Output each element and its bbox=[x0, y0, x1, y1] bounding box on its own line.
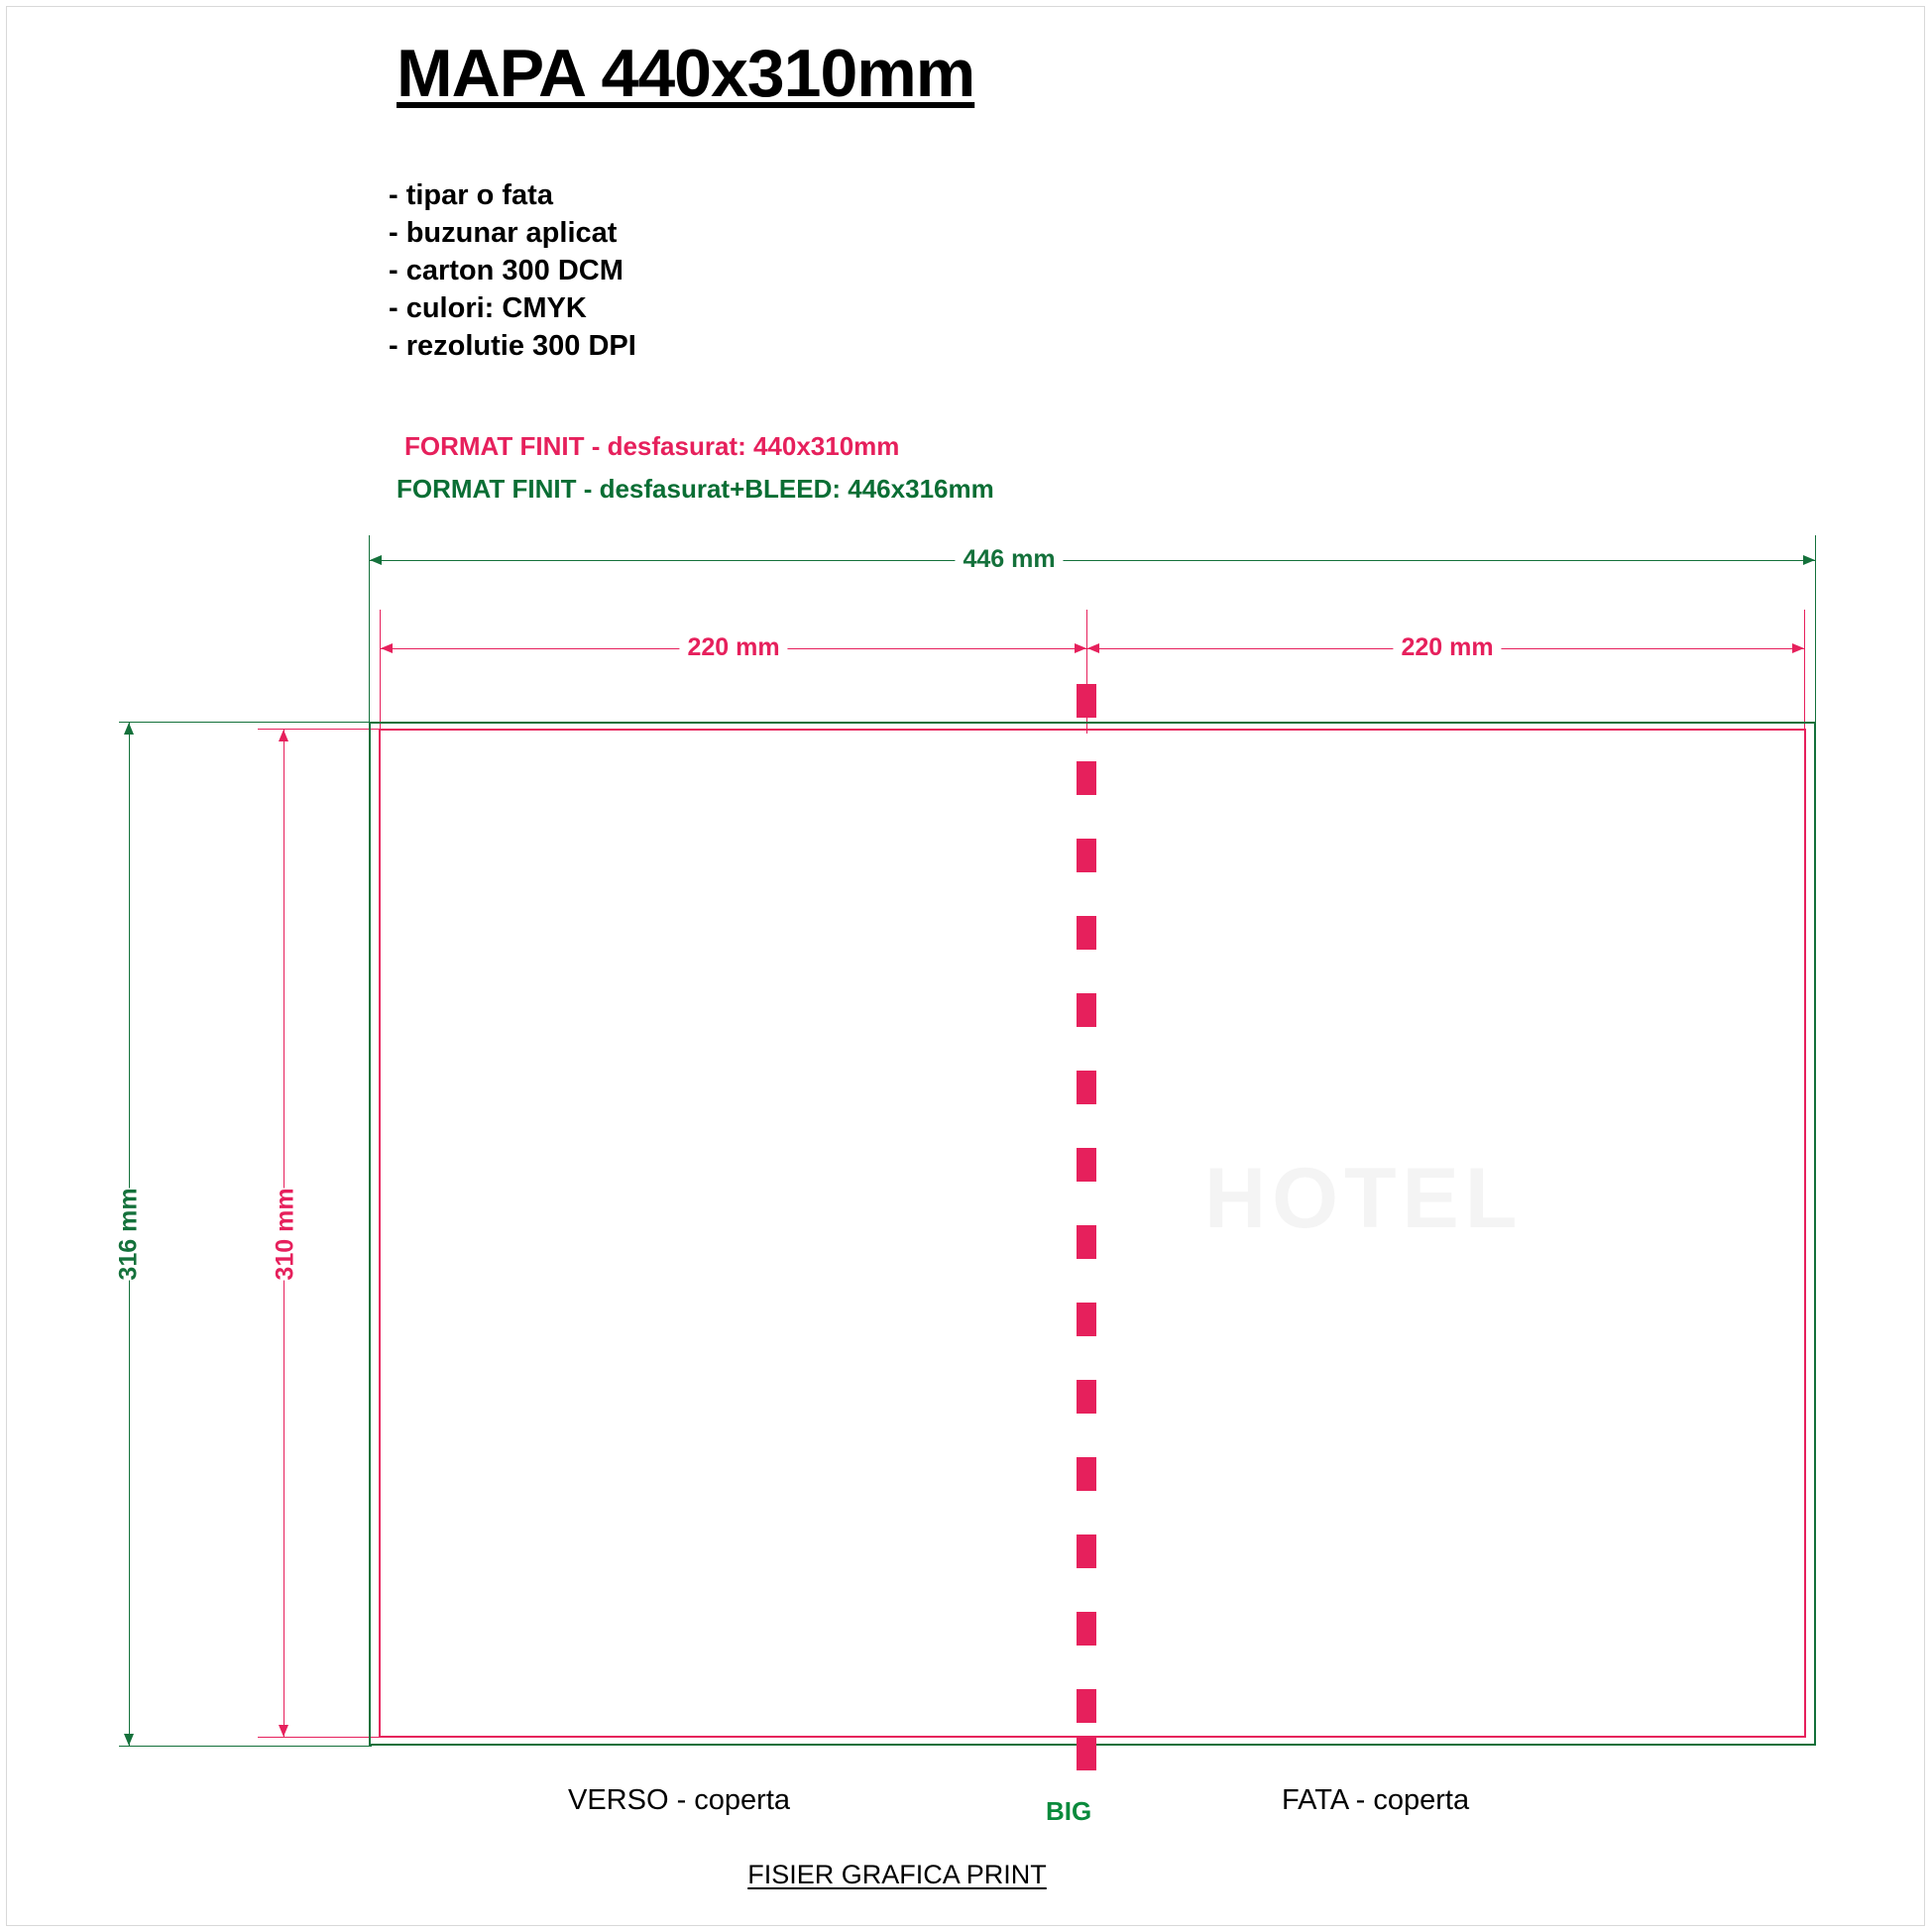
spec-item: - tipar o fata bbox=[389, 179, 553, 211]
arrow-left-total-width bbox=[370, 555, 382, 565]
arrow-right-left-panel bbox=[1075, 643, 1086, 653]
footer-label: FISIER GRAFICA PRINT bbox=[747, 1860, 1047, 1889]
arrow-left-left-panel bbox=[381, 643, 393, 653]
dim-label-total-height: 316 mm bbox=[111, 1188, 148, 1280]
ext-line-right-trim bbox=[1804, 610, 1805, 734]
spec-item: - culori: CMYK bbox=[389, 292, 587, 324]
spec-item: - rezolutie 300 DPI bbox=[389, 330, 636, 362]
dim-label-left-panel: 220 mm bbox=[679, 633, 787, 662]
spec-list bbox=[389, 176, 636, 365]
watermark-text: HOTEL bbox=[1204, 1151, 1524, 1246]
spec-item: - carton 300 DCM bbox=[389, 255, 624, 286]
caption-fata: FATA - coperta bbox=[1282, 1784, 1470, 1816]
ext-line-bottom-bleed bbox=[119, 1746, 372, 1747]
page-title: MAPA 440x310mm bbox=[397, 36, 975, 111]
ext-line-top-trim bbox=[258, 729, 382, 730]
dim-label-trim-height: 310 mm bbox=[268, 1188, 304, 1280]
arrow-bottom-trim-height bbox=[279, 1725, 288, 1737]
arrow-bottom-total-height bbox=[124, 1734, 134, 1746]
ext-line-top-bleed bbox=[119, 722, 372, 723]
arrow-top-trim-height bbox=[279, 730, 288, 741]
dim-line-total-width bbox=[369, 560, 1816, 561]
caption-big: BIG bbox=[1046, 1796, 1092, 1826]
spec-item: - buzunar aplicat bbox=[389, 217, 618, 249]
big-crease-line bbox=[1077, 684, 1096, 1764]
dim-label-total-width: 446 mm bbox=[955, 545, 1063, 574]
ext-line-right-bleed bbox=[1815, 535, 1816, 729]
format-finit-bleed-label: FORMAT FINIT - desfasurat+BLEED: 446x316mm bbox=[397, 474, 994, 504]
dim-label-right-panel: 220 mm bbox=[1393, 633, 1501, 662]
caption-verso: VERSO - coperta bbox=[568, 1784, 791, 1816]
ext-line-left-trim bbox=[380, 610, 381, 734]
arrow-top-total-height bbox=[124, 723, 134, 735]
arrow-right-right-panel bbox=[1792, 643, 1804, 653]
format-finit-trim-label: FORMAT FINIT - desfasurat: 440x310mm bbox=[404, 431, 900, 461]
ext-line-bottom-trim bbox=[258, 1737, 382, 1738]
arrow-left-right-panel bbox=[1087, 643, 1099, 653]
arrow-right-total-width bbox=[1803, 555, 1815, 565]
